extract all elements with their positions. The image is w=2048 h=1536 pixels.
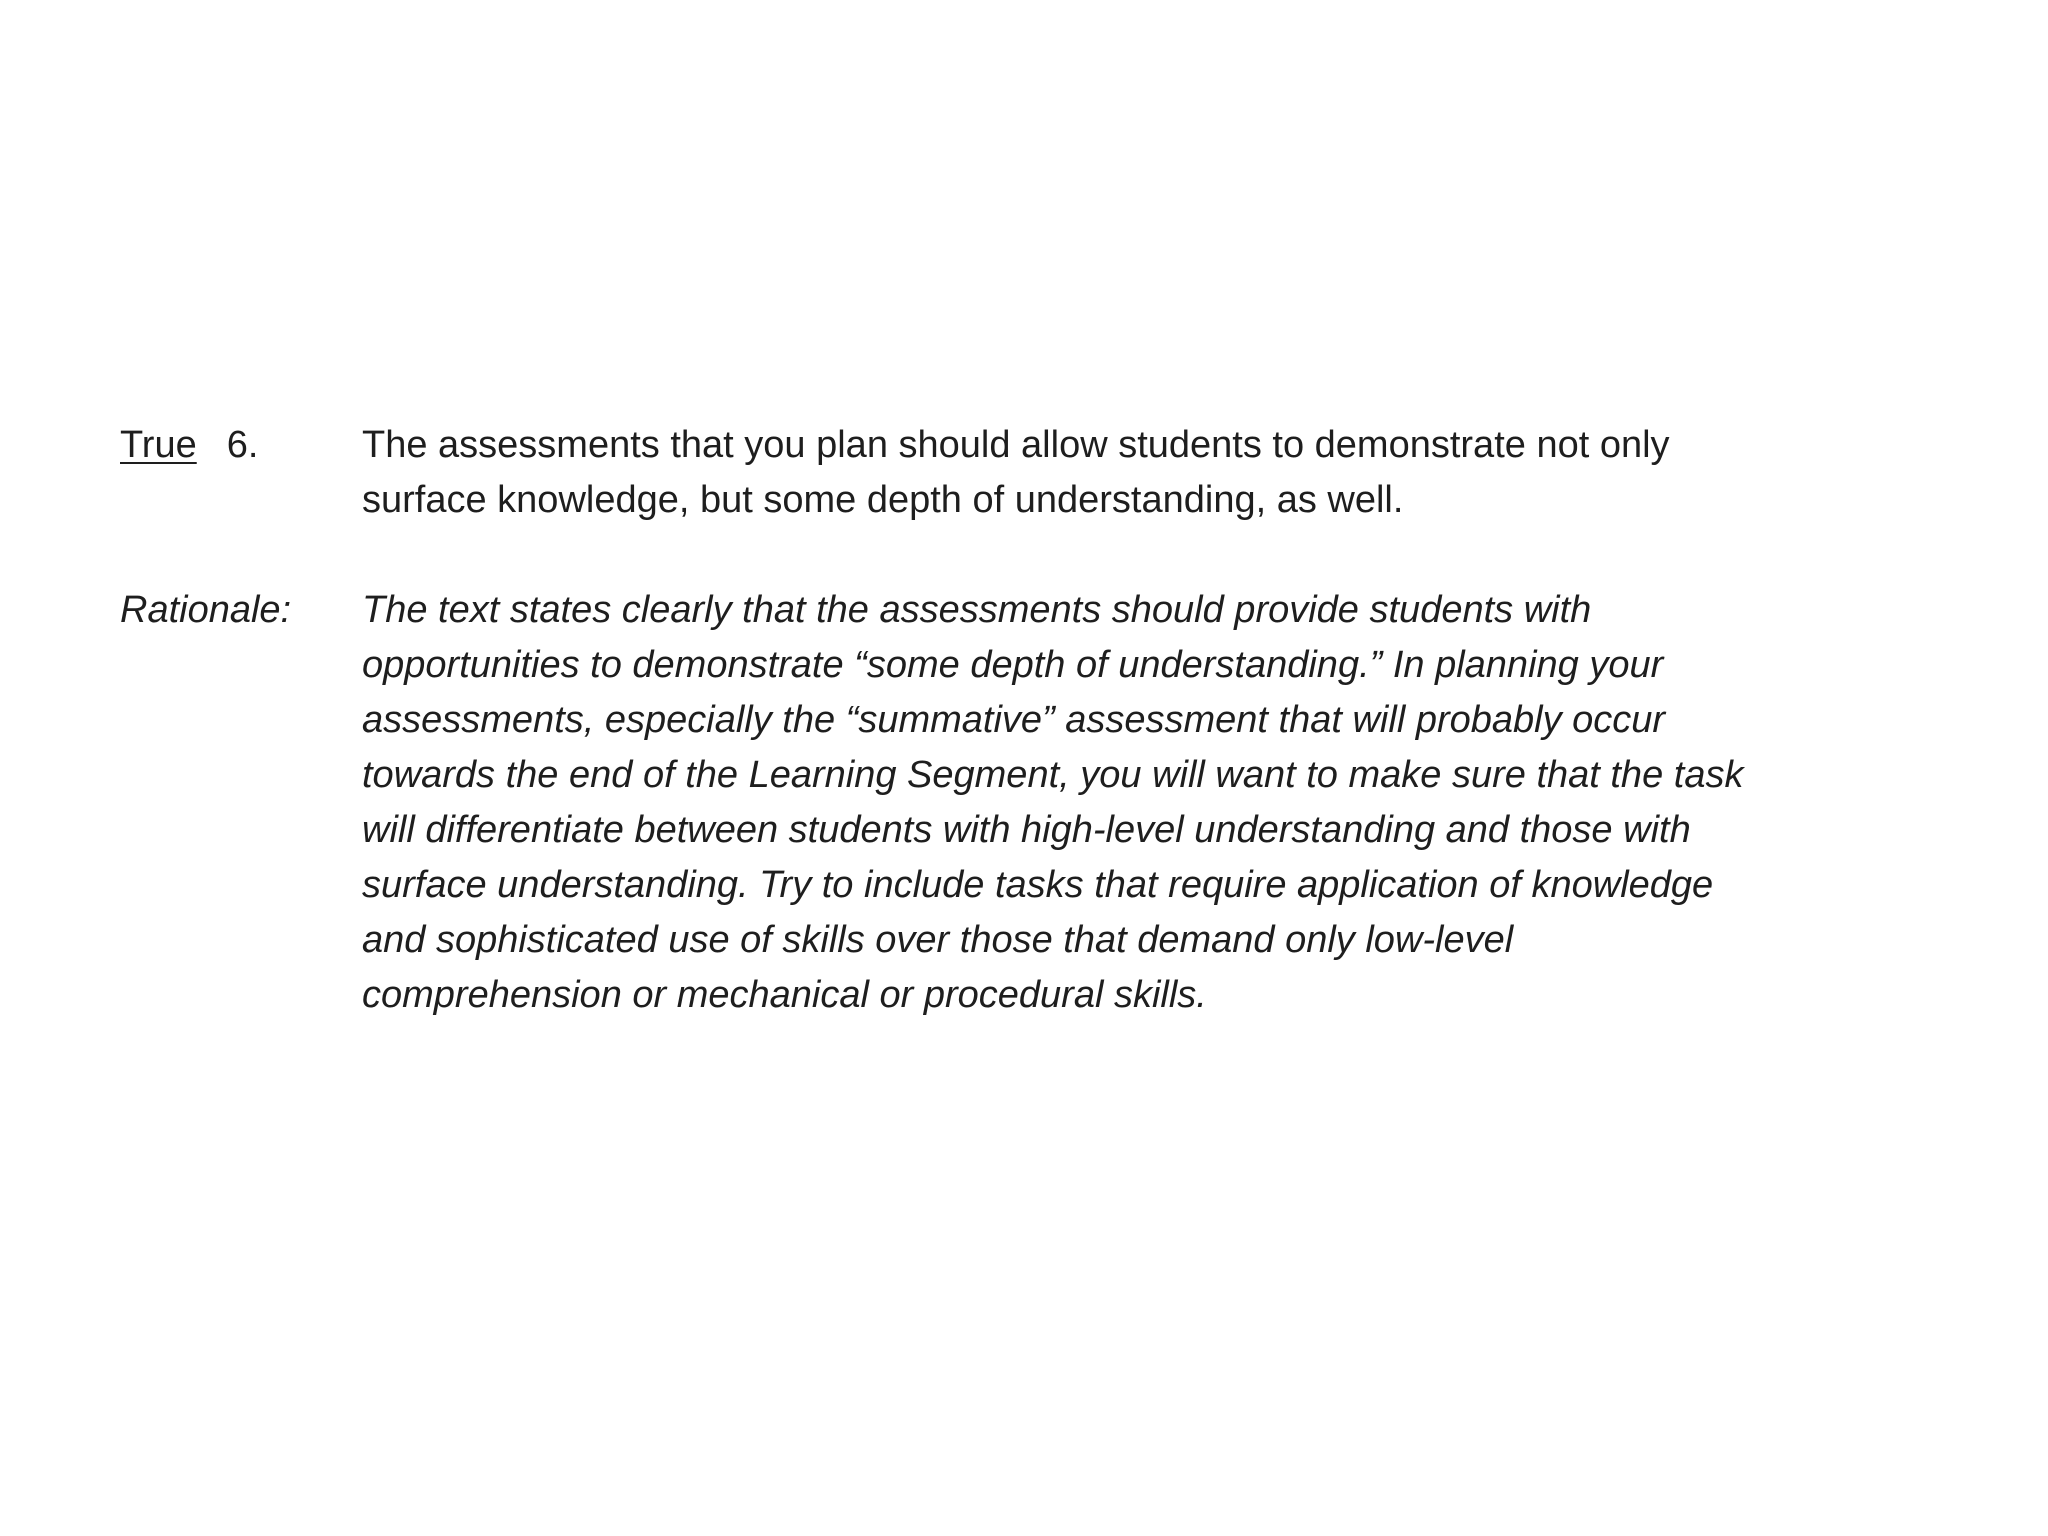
question-line: surface knowledge, but some depth of understanding, as well. — [362, 479, 1404, 521]
rationale-line: will differentiate between students with high-level understanding and those with — [362, 809, 1691, 851]
rationale-line: The text states clearly that the assessments should provide students with — [362, 589, 1592, 631]
rationale-text — [362, 583, 1940, 1023]
question-row — [120, 418, 1940, 528]
answer-value: True — [120, 424, 197, 466]
rationale-line: opportunities to demonstrate “some depth of understanding.” In planning your — [362, 644, 1664, 686]
question-line: The assessments that you plan should allow students to demonstrate not only — [362, 424, 1670, 466]
rationale-line: surface understanding. Try to include tasks that require application of knowledge — [362, 864, 1714, 906]
rationale-row — [120, 583, 1940, 1023]
question-text — [362, 418, 1940, 528]
rationale-line: assessments, especially the “summative” assessment that will probably occur — [362, 699, 1666, 741]
rationale-label: Rationale: — [120, 589, 292, 631]
question-number: 6. — [226, 424, 259, 466]
rationale-line: towards the end of the Learning Segment, you will want to make sure that the task — [362, 754, 1744, 796]
rationale-line: comprehension or mechanical or procedural skills. — [362, 974, 1207, 1016]
question-label — [120, 418, 362, 473]
quiz-item — [120, 418, 1940, 1023]
rationale-line: and sophisticated use of skills over those that demand only low-level — [362, 919, 1514, 961]
